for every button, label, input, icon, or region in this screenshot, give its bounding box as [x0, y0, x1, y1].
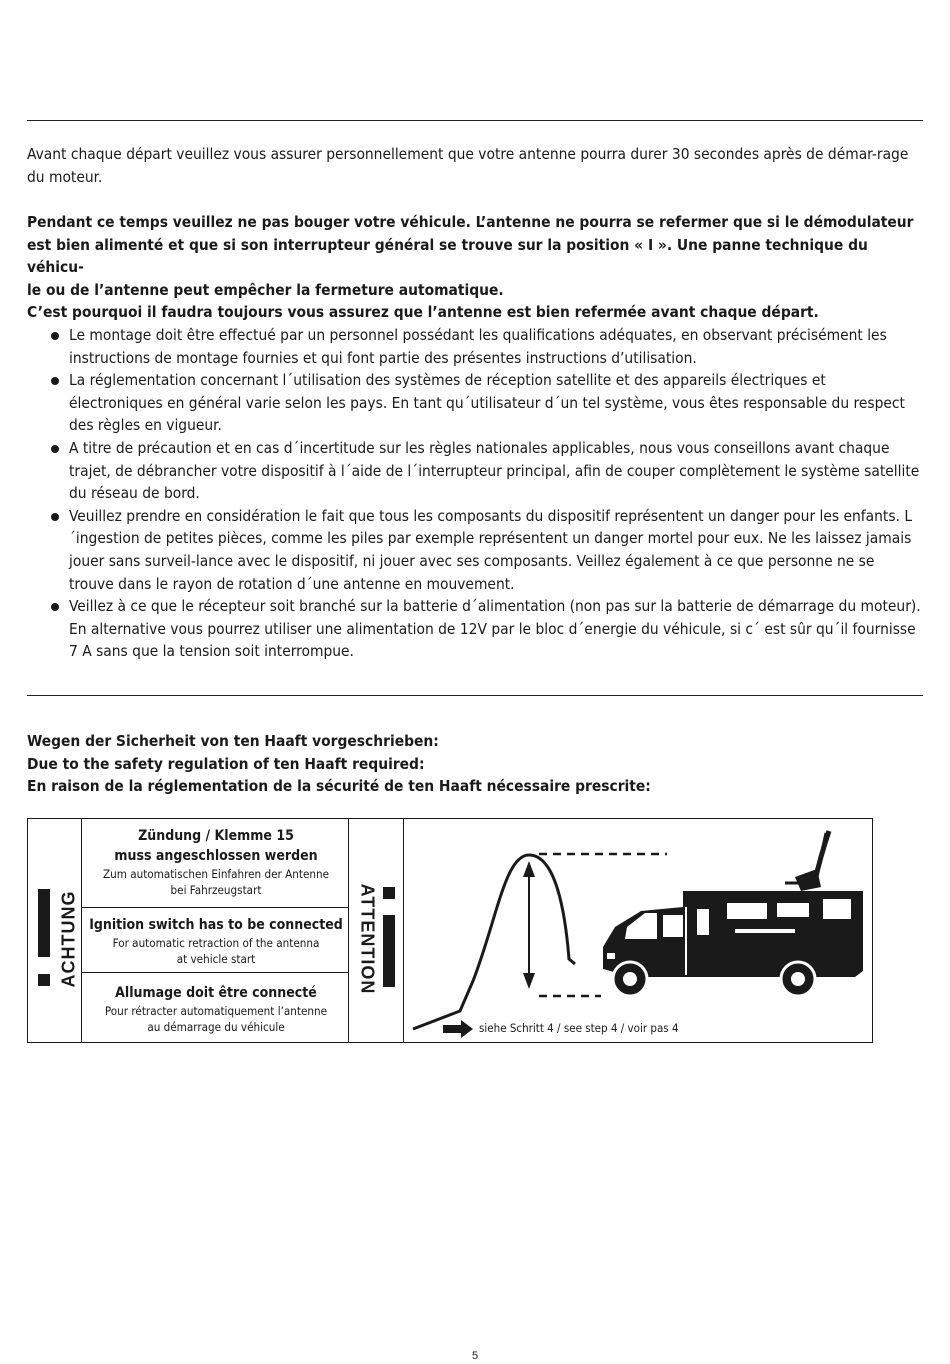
cell-subtitle: at vehicle start — [176, 952, 256, 966]
list-item-text: Le montage doit être effectué par un personnel possédant les qualifications adéquates, en observant précisément les instructions de montage fournies et qui font partie des présentes instructions d’utilisation. — [69, 326, 887, 367]
cell-title: Zündung / Klemme 15 — [138, 828, 294, 844]
bullet-icon — [51, 603, 59, 611]
divider — [81, 819, 82, 1042]
list-item — [27, 369, 923, 437]
divider — [81, 907, 348, 908]
list-item — [27, 437, 923, 505]
heading-de: Wegen der Sicherheit von ten Haaft vorgeschrieben: — [27, 732, 439, 750]
cell-title: Ignition switch has to be connected — [89, 917, 343, 933]
achtung-exclamation-icon — [37, 889, 51, 989]
cell-fr — [83, 983, 349, 1035]
cell-title: Allumage doit être connecté — [115, 985, 317, 1001]
cell-en — [83, 915, 349, 967]
safety-bullet-list — [27, 324, 923, 663]
cell-de — [83, 826, 349, 898]
list-item-text: A titre de précaution et en cas d´incertitude sur les règles nationales applicables, nous vous conseillons avant chaque trajet, de débrancher votre dispositif à l´aide de l´interrupteur principal, afin de couper complètement le système satellite du réseau de bord. — [69, 438, 920, 503]
cell-subtitle: For automatic retraction of the antenna — [112, 936, 320, 950]
warning-line: C’est pourquoi il faudra toujours vous assurez que l’antenne est bien refermée avant chaque départ. — [27, 303, 819, 322]
bullet-icon — [51, 377, 59, 385]
achtung-label: ACHTUNG — [58, 890, 79, 988]
list-item — [27, 324, 923, 369]
heading-en: Due to the safety regulation of ten Haaft required: — [27, 754, 425, 773]
list-item — [27, 595, 923, 663]
safety-headings — [27, 730, 651, 798]
intro-paragraph: Avant chaque départ veuillez vous assurer personnellement que votre antenne pourra durer 30 secondes après de démar-rage du moteur. — [27, 145, 909, 186]
warning-line: le ou de l’antenne peut empêcher la fermeture automatique. — [27, 280, 504, 299]
antenna-retraction-illustration — [405, 819, 872, 1041]
warning-line: est bien alimenté et que si son interrupteur général se trouve sur la position « I ». Une panne technique du véhicu- — [27, 235, 868, 277]
bullet-icon — [51, 445, 59, 453]
attention-exclamation-icon — [382, 887, 396, 991]
list-item-text: La réglementation concernant l´utilisation des systèmes de réception satellite et des appareils électriques et électroniques en général varie selon les pays. En tant qu´utilisateur d´un tel système, vous êtes responsable du respect des règles en vigueur. — [69, 371, 905, 435]
page-number: 5 — [471, 1350, 479, 1362]
attention-label: ATTENTION — [357, 883, 378, 995]
cell-title: muss angeschlossen werden — [114, 848, 318, 864]
list-item-text: Veillez à ce que le récepteur soit branché sur la batterie d´alimentation (non pas sur la batterie de démarrage du moteur). En alternative vous pourrez utiliser une alimentation de 12V par le bloc d´energie du véhicule, si c´ est sûr qu´il fournisse 7 A sans que la tension soit interrompue. — [69, 597, 921, 661]
warning-box — [27, 818, 873, 1043]
bullet-icon — [51, 332, 59, 340]
divider — [81, 972, 348, 973]
bullet-icon — [51, 513, 59, 521]
heading-fr: En raison de la réglementation de la sécurité de ten Haaft nécessaire prescrite: — [27, 777, 651, 796]
middle-rule — [27, 695, 923, 696]
cell-subtitle: au démarrage du véhicule — [147, 1020, 285, 1034]
divider — [403, 819, 404, 1042]
warning-line: Pendant ce temps veuillez ne pas bouger votre véhicule. L’antenne ne pourra se refermer que si le démodulateur — [27, 213, 914, 231]
list-item — [27, 505, 923, 595]
step-reference-caption: siehe Schritt 4 / see step 4 / voir pas 4 — [479, 1021, 679, 1035]
top-rule — [27, 120, 923, 121]
list-item-text: Veuillez prendre en considération le fait que tous les composants du dispositif représentent un danger pour les enfants. L´ingestion de petites pièces, comme les piles par exemple représentent un danger mortel pour eux. Ne les laissez jamais jouer sans surveil-lance avec le dispositif, ni jouer avec ses composants. Veillez également à ce que personne ne se trouve dans le rayon de rotation d´une antenne en mouvement. — [69, 506, 913, 593]
cell-subtitle: bei Fahrzeugstart — [170, 883, 262, 897]
warning-paragraph — [27, 211, 923, 324]
cell-subtitle: Pour rétracter automatiquement l’antenne — [104, 1004, 328, 1018]
cell-subtitle: Zum automatischen Einfahren der Antenne — [102, 867, 330, 881]
